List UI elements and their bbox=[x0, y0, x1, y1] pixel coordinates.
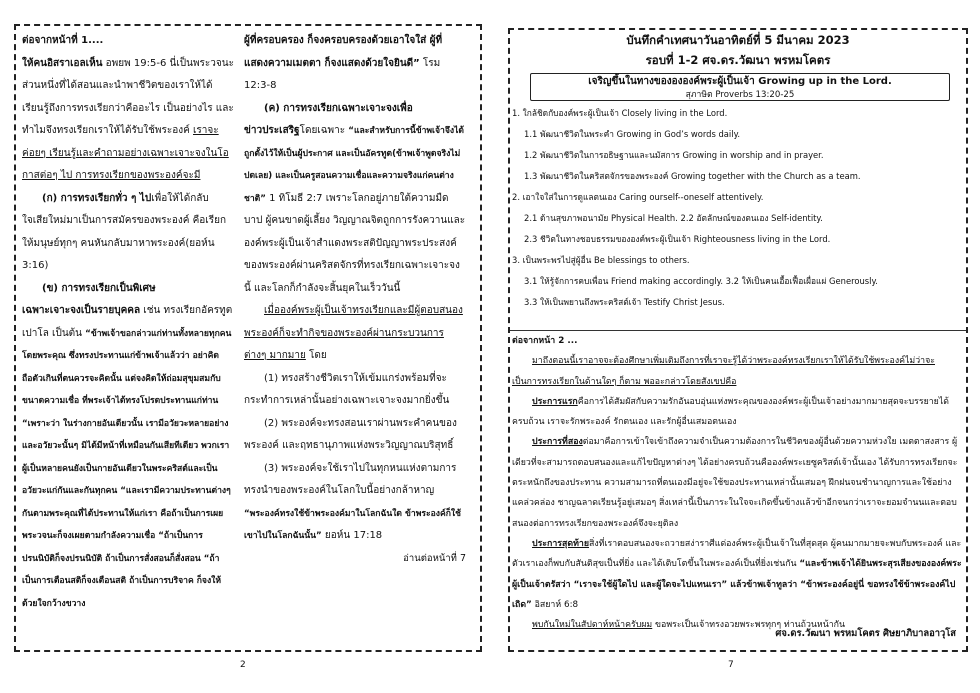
intro-paragraph bbox=[22, 53, 234, 188]
right-page bbox=[490, 0, 980, 693]
point-second bbox=[512, 432, 964, 533]
special-calling-text: เช่น ทรงเรียกอัครทูตเปาโล เป็นต้น bbox=[22, 305, 233, 339]
point-second-label: ประการที่สอง bbox=[532, 437, 583, 448]
gospel-tail: 1 ทิโมธี 2:7 เพราะโลกอยู่ภายใต้ความมืดบาป ผู้คนขาดผู้เลี้ยง วิญญาณจิตถูกการรังควานและองค์พระผู้เป็นเจ้าสำแดงพระสติปัญญาพระประสงค์ของพระองค์ผ่านคริสตจักรที่ทรงเรียกเฉพาะเจาะจงนี้ และโลกก็กำลังจะสิ้นยุคในเร็ววันนี้ bbox=[244, 192, 466, 294]
gospel-text: โดยเฉพาะ bbox=[299, 125, 349, 136]
signature: ศจ.ดร.วัฒนา พรหมโคตร ศิษยาภิบาลอาวุโส bbox=[775, 628, 956, 639]
page-number-right: 7 bbox=[728, 660, 734, 670]
left-column-1 bbox=[22, 30, 234, 650]
closing-underline: พบกันใหม่ในสัปดาห์หน้าครับผม bbox=[532, 620, 653, 631]
isaiah-quote: “และข้าพเจ้าได้ยินพระสุรเสียงขององค์พระผู้เป็นเจ้าตรัสว่า “เราจะใช้ผู้ใดไป และผู้ใดจะไปแทนเรา” แล้วข้าพเจ้าทูลว่า “ข้าพระองค์อยู่นี่ ขอทรงใช้ข้าพระองค์ไปเถิด” bbox=[512, 559, 962, 610]
continued-heading-right: ต่อจากหน้า 2 ... bbox=[512, 336, 578, 346]
sermon-title-box bbox=[530, 73, 950, 101]
outline-item: 1.1 พัฒนาชีวิตในพระคำ Growing in God’s words daily. bbox=[524, 129, 741, 139]
sermon-outline bbox=[512, 103, 964, 313]
body-intro: มาถึงตอนนี้เราอาจจะต้องศึกษาเพิ่มเติมถึงการที่เราจะรู้ได้ว่าพระองค์ทรงเรียกเราให้ได้รับใช้พระองค์ไม่ว่าจะเป็นการทรงเรียกในด้านใดๆ ก็ตาม พออะกล่าวโดยสังเขปคือ bbox=[512, 356, 935, 387]
left-column-2 bbox=[244, 30, 466, 650]
page-number: 2 bbox=[240, 660, 246, 670]
outline-item: 1.3 พัฒนาชีวิตในคริสตจักรของพระองค์ Growing together with the Church as a team. bbox=[524, 171, 861, 181]
continued-note: อ่านต่อหน้าที่ 7 bbox=[403, 552, 466, 564]
general-calling-paragraph bbox=[22, 188, 234, 278]
intro-bold: ให้คนอิสราเอลเห็น bbox=[22, 57, 103, 69]
point-first bbox=[512, 392, 964, 433]
process-item-3 bbox=[244, 458, 466, 548]
sermon-header bbox=[512, 30, 964, 70]
process-paragraph bbox=[244, 300, 466, 368]
point-last-text: สิ่งที่เราตอบสนองจะถวายสง่าราศีแด่องค์พระผู้เป็นเจ้าในที่สุดสุด ผู้คนมากมายจะพบกับพระองค์ และตัวเราเองก็พบกับสันติสุขเป็นที่ยิ่ง และได้เติบโตขึ้นในพระองค์เป็นที่ยิ่งเช่นกัน bbox=[512, 538, 962, 570]
outline-item: 3.3 ให้เป็นพยานถึงพระคริสต์เจ้า Testify Christ Jesus. bbox=[524, 297, 725, 307]
point-first-text: คือการได้สัมผัสกับความรักอันอบอุ่นแห่งพระคุณขององค์พระผู้เป็นเจ้าอย่างมากมายสุดจะบรรยายได้ครบถ้วน เราจะรักพระองค์ รักตนเอง และรักผู้อื่นเสมอตนเอง bbox=[512, 396, 949, 428]
gospel-calling-paragraph bbox=[244, 120, 466, 300]
romans-quote-end: ผู้ที่ครอบครอง ก็จงครอบครองด้วยเอาใจใส่ ผู้ที่แสดงความเมตตา ก็จงแสดงด้วยใจยินดี” bbox=[244, 35, 443, 69]
romans-quote-continued bbox=[244, 30, 466, 98]
special-calling-paragraph bbox=[22, 300, 234, 615]
general-calling-title: (ก) การทรงเรียกทั่ว ๆ ไป bbox=[42, 192, 152, 204]
closing-text: ขอพระเป็นเจ้าทรงอวยพระพรทุกๆ ท่านถ้วนหน้ากัน bbox=[652, 620, 846, 631]
outline-item: 2.3 ชีวิตในทางชอบธรรมขององค์พระผู้เป็นเจ้า Righteousness living in the Lord. bbox=[524, 234, 831, 244]
point-last bbox=[512, 534, 964, 615]
point-second-text: ต่อมาคือการเข้าใจเข้าถึงความจำเป็นความต้องการในชีวิตของผู้อื่นด้วยความห่วงใย เมตตาสงสาร ผู้เดียวที่จะสามารถตอบสนองและแก้ไขปัญหาต่างๆ ได้อย่างครบถ้วนคือองค์พระเยซูคริสต์เจ้านั้นเอง ได้รับการทรงเรียกจะตระหนักถึงของประทาน ความสามารถที่ตนเองมีอยู่จะใช้ของประทานเหล่านั้นเสมอๆ ฝึกฝนจนชำนาญการและใช้อย่างแคล่วคล่อง ชาญฉลาดเรียนรู้อยู่เสมอๆ สิ่งเหล่านี้เป็นภาระในใจจะเกิดขึ้นข้างแล้วข้าอีกจนกว่าเราจะยอมจำนนและตอบสนองต่อการทรงเรียกของพระองค์จึงจะยุติลง bbox=[512, 437, 958, 529]
outline-item: 1. ใกล้ชิดกับองค์พระผู้เป็นเจ้า Closely living in the Lord. bbox=[512, 108, 728, 118]
romans-reference: โรม 12:3-8 bbox=[244, 57, 441, 91]
point-first-label: ประการแรก bbox=[532, 396, 578, 407]
gospel-bold: ข่าวประเสริฐ bbox=[244, 125, 300, 136]
continued-heading: ต่อจากหน้าที่ 1.... bbox=[22, 35, 104, 46]
process-underline: เมื่อองค์พระผู้เป็นเจ้าทรงเรียกและมีผู้ตอบสนอง พระองค์ก็จะทำกิจของพระองค์ผ่านกระบวนการต่างๆ มากมาย bbox=[244, 305, 463, 361]
sermon-body bbox=[512, 331, 964, 635]
outline-item: 1.2 พัฒนาชีวิตในการอธิษฐานและนมัสการ Growing in worship and in prayer. bbox=[524, 150, 824, 160]
john-quote: “พระองค์ทรงใช้ข้าพระองค์มาในโลกฉันใด ข้าพระองค์ก็ใช้เขาไปในโลกฉันนั้น” bbox=[244, 508, 461, 541]
gospel-calling-title: (ค) การทรงเรียกเฉพาะเจาะจงเพื่อ bbox=[264, 102, 413, 114]
isaiah-reference: อิสยาห์ 6:8 bbox=[531, 599, 579, 610]
outline-item: 2.1 ด้านสุขภาพอนามัย Physical Health. 2.2 อัตลักษณ์ของตนเอง Self-identity. bbox=[524, 213, 823, 223]
process-tail: โดย bbox=[305, 350, 327, 361]
john-reference: ยอห์น 17:18 bbox=[321, 530, 383, 541]
outline-item: 3. เป็นพระพรไปสู่ผู้อื่น Be blessings to others. bbox=[512, 255, 690, 265]
outline-item: 3.1 ให้รู้จักการคบเพื่อน Friend making accordingly. 3.2 ให้เป็นคนเอื้อเฟื้อเผื่อแผ่ Generously. bbox=[524, 276, 878, 286]
romans-quote: “ข้าพเจ้าขอกล่าวแก่ท่านทั้งหลายทุกคนโดยพระคุณ ซึ่งทรงประทานแก่ข้าพเจ้าแล้วว่า อย่าคิดถือตัวเกินที่ตนควรจะคิดนั้น แต่จงคิดให้ถ่อมสุขุมสมกับขนาดความเชื่อ ที่พระเจ้าได้ทรงโปรดประทานแก่ท่าน “เพราะว่า ในร่างกายอันเดียวนั้น เรามีอวัยวะหลายอย่าง และอวัยวะนั้นๆ มิได้มีหน้าที่เหมือนกันเสียทีเดียว พวกเราผู้เป็นหลายคนยังเป็นกายอันเดียวในพระคริสต์และเป็นอวัยวะแก่กันและกันทุกคน “และเรามีความประทานต่างๆ กันตามพระคุณที่ได้ประทานให้แก่เรา คือถ้าเป็นการเผยพระวจนะก็จงเผยตามกำลังความเชื่อ “ถ้าเป็นการปรนนิบัติก็จงปรนนิบัติ ถ้าเป็นการสั่งสอนก็สั่งสอน “ถ้าเป็นการเตือนสติก็จงเตือนสติ ถ้าเป็นการบริจาค ก็จงให้ด้วยใจกว้างขวาง bbox=[22, 328, 232, 609]
timothy-quote: “และสำหรับการนี้ข้าพเจ้าจึงได้ถูกตั้งไว้ให้เป็นผู้ประกาศ และเป็นอัครทูต(ข้าพเจ้าพูดจริงไม่ปดเลย) และเป็นครูสอนความเชื่อและความจริงแก่คนต่างชาติ” bbox=[244, 126, 464, 204]
special-calling-title: (ข) การทรงเรียกเป็นพิเศษ bbox=[42, 282, 156, 294]
intro-text: อพยพ 19:5-6 นี่เป็นพระวจนะส่วนหนึ่งที่ได้สอนและนำพาชีวิตของเราให้ได้เรียนรู้ถึงการทรงเรียกว่าคืออะไร เป็นอย่างไร และทำไมจึงทรงเรียกเราให้ได้รับใช้พระองค์ bbox=[22, 57, 234, 136]
intro-underline: เราจะค่อยๆ เรียนรู้และคำถามอย่างเฉพาะเจาะจงในโอกาสต่อๆ ไป การทรงเรียกของพระองค์จะมี bbox=[22, 125, 229, 181]
point-last-label: ประการสุดท้าย bbox=[532, 538, 589, 549]
process-item-2: (2) พระองค์จะทรงสอนเราผ่านพระคำคนของพระองค์ และฤทธานุภาพแห่งพระวิญญาณบริสุทธิ์ bbox=[244, 417, 457, 451]
sermon-title: เจริญขึ้นในทางของององค์พระผู้เป็นเจ้า Growing up in the Lord. bbox=[588, 76, 892, 87]
sermon-subtitle: รอบที่ 1-2 ศจ.ดร.วัฒนา พรหมโคตร bbox=[645, 53, 831, 67]
item-3-text: (3) พระองค์จะใช้เราไปในทุกหนแห่งตามการทรงนำของพระองค์ในโลกใบนี้อย่างกล้าหาญ bbox=[244, 462, 457, 496]
outline-item: 2. เอาใจใส่ในการดูแลตนเอง Caring ourself--oneself attentively. bbox=[512, 192, 764, 202]
scripture-reference: สุภาษิต Proverbs 13:20-25 bbox=[685, 90, 795, 100]
process-item-1: (1) ทรงสร้างชีวิตเราให้เข้มแกร่งพร้อมที่จะกระทำการเหล่านั้นอย่างเฉพาะเจาะจงมากยิ่งขึ้น bbox=[244, 372, 450, 406]
sermon-date-title: บันทึกคำเทศนาวันอาทิตย์ที่ 5 มีนาคม 2023 bbox=[626, 33, 850, 47]
special-calling-bold: เฉพาะเจาะจงเป็นรายบุคคล bbox=[22, 305, 141, 316]
general-calling-text: เพื่อให้ได้กลับใจเสียใหม่มาเป็นการสมัครของพระองค์ คือเรียกให้มนุษย์ทุกๆ คนหันกลับมาหาพระองค์(ยอห์น 3:16) bbox=[22, 192, 227, 271]
